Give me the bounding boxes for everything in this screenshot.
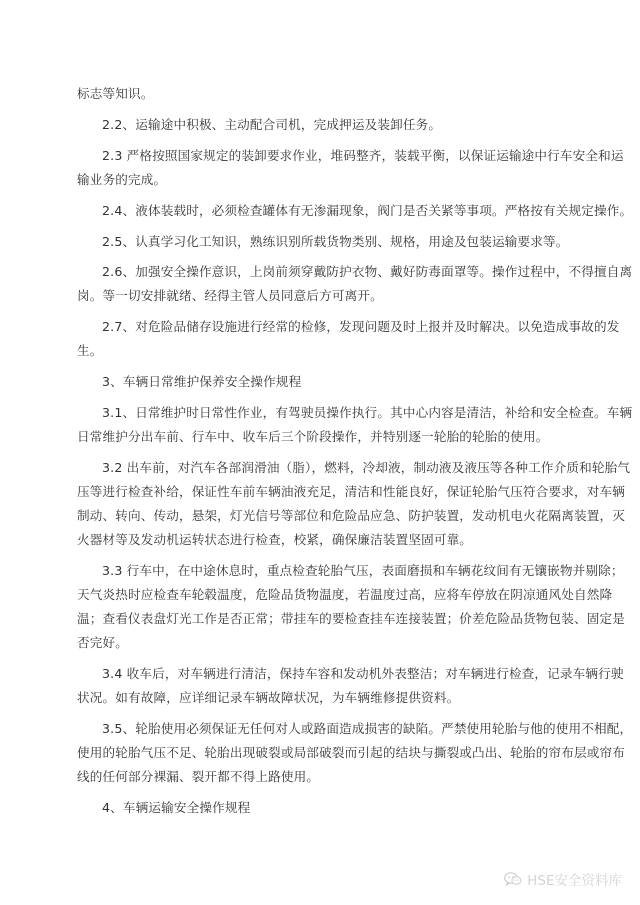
paragraph-line: 状况。如有故障，应详细记录车辆故障状况，为车辆维修提供资料。 (77, 690, 460, 705)
section-heading: 4、车辆运输安全操作规程 (102, 800, 251, 815)
watermark (504, 869, 622, 889)
paragraph-line: 3.2 出车前，对汽车各部润滑油（脂），燃料，冷却液，制动液及液压等各种工作介质和轮胎气 (102, 460, 631, 475)
paragraph-line: 制动、转向、传动，悬架，灯光信号等部位和危险品应急、防护装置，发动机电火花隔离装置，灭 (77, 508, 625, 523)
paragraph-line: 压等进行检查补给，保证性车前车辆油液充足，清洁和性能良好，保证轮胎气压符合要求，对车辆 (77, 484, 625, 499)
paragraph-line: 岗。等一切安排就绪、经得主管人员同意后方可离开。 (77, 288, 383, 303)
paragraph-line: 线的任何部分裸漏、裂开都不得上路使用。 (77, 769, 320, 784)
paragraph-line: 2.6、加强安全操作意识，上岗前须穿戴防护衣物、戴好防毒面罩等。操作过程中，不得擅自离 (102, 264, 633, 279)
paragraph-line: 否完好。 (77, 635, 128, 650)
paragraph-line: 2.4、液体装载时，必须检查罐体有无渗漏现象，阀门是否关紧等事项。严格按有关规定操作。 (102, 203, 633, 218)
paragraph-line: 日常维护分出车前、行车中、收车后三个阶段操作，并特别逐一轮胎的轮胎的使用。 (77, 429, 549, 444)
paragraph-line: 天气炎热时应检查车轮毂温度，危险品货物温度，若温度过高，应将车停放在阴凉通风处自然降 (77, 587, 613, 602)
paragraph-line: 2.7、对危险品储存设施进行经常的检修，发现问题及时上报并及时解决。以免造成事故的发 (102, 319, 620, 334)
paragraph-line: 使用的轮胎气压不足、轮胎出现破裂或局部破裂而引起的结块与撕裂或凸出、轮胎的帘布层或帘布 (77, 745, 625, 760)
paragraph-line: 3.5、轮胎使用必须保证无任何对人或路面造成损害的缺陷。严禁使用轮胎与他的使用不相配， (102, 721, 633, 736)
paragraph-line: 温；查看仪表盘灯光工作是否正常；带挂车的要检查挂车连接装置；价差危险品货物包装、固定是 (77, 611, 625, 626)
paragraph-line: 生。 (77, 343, 103, 358)
wechat-icon (504, 872, 522, 886)
paragraph-line: 标志等知识。 (77, 86, 154, 101)
paragraph-line: 3.4 收车后，对车辆进行清洁，保持车容和发动机外表整洁；对车辆进行检查，记录车辆行驶 (102, 666, 624, 681)
paragraph-line: 输业务的完成。 (77, 172, 167, 187)
paragraph-line: 3.1、日常维护时日常性作业，有驾驶员操作执行。其中心内容是清洁，补给和安全检查。车辆 (102, 405, 633, 420)
paragraph-line: 2.5、认真学习化工知识，熟练识别所载货物类别、规格，用途及包装运输要求等。 (102, 234, 569, 249)
paragraph-line: 3.3 行车中，在中途休息时，重点检查轮胎气压，表面磨损和车辆花纹间有无镶嵌物并剔除； (102, 563, 624, 578)
paragraph-line: 2.2、运输途中积极、主动配合司机，完成押运及装卸任务。 (102, 117, 442, 132)
watermark-text: HSE安全资料库 (527, 873, 622, 889)
section-heading: 3、车辆日常维护保养安全操作规程 (102, 374, 302, 389)
paragraph-line: 2.3 严格按照国家规定的装卸要求作业，堆码整齐，装载平衡，以保证运输途中行车安全和运 (102, 148, 624, 163)
paragraph-line: 火器材等及发动机运转状态进行检查，校紧，确保廉洁装置坚固可靠。 (77, 532, 473, 547)
